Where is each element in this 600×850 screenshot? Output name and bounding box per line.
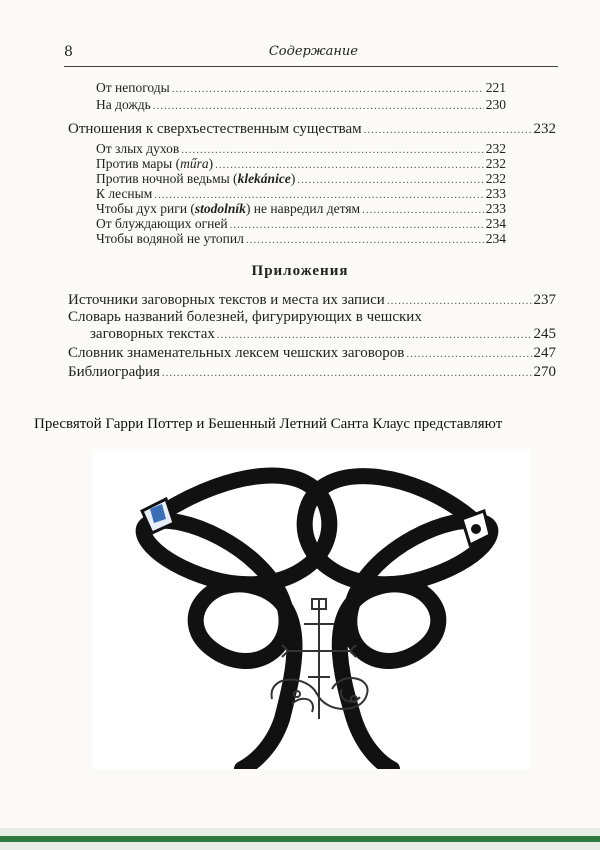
running-title: Содержание: [268, 44, 358, 59]
emblem-image: [92, 449, 530, 769]
toc-section[interactable]: [68, 121, 556, 138]
toc-entry[interactable]: [96, 97, 506, 113]
toc-entry-page: 232: [485, 171, 506, 186]
toc-appendix-entry[interactable]: [68, 364, 556, 381]
toc-entry-title: Против мары (műra): [96, 156, 214, 171]
toc-entry-title: К лесным: [96, 186, 153, 201]
toc-entry-page: 245: [533, 326, 556, 342]
toc-entry-page: 270: [533, 364, 556, 380]
toc-entry[interactable]: [96, 186, 506, 202]
toc-entry-title: Словник знаменательных лексем чешских заговоров: [68, 345, 405, 361]
toc-section-title: Отношения к сверхъестественным существам: [68, 121, 362, 137]
toc-entry-page: 234: [485, 216, 506, 231]
toc-entry-title: заговорных текстах: [90, 326, 215, 342]
presents-line: Пресвятой Гарри Поттер и Бешенный Летний Санта Клаус представляют: [34, 416, 503, 432]
appendix-heading: Приложения: [251, 263, 349, 279]
toc-entry-title: Источники заговорных текстов и места их записи: [68, 292, 385, 308]
toc-entry[interactable]: [96, 80, 506, 96]
toc-entry[interactable]: [96, 141, 506, 157]
toc-entry-page: 233: [485, 186, 506, 201]
toc-entry[interactable]: [96, 156, 506, 172]
toc-section-page: 232: [533, 121, 556, 137]
toc-entry-title: От блуждающих огней: [96, 216, 228, 231]
toc-entry-title: На дождь: [96, 97, 151, 112]
toc-entry-title-line1: Словарь названий болезней, фигурирующих в чешских: [68, 309, 422, 325]
toc-entry-title: От злых духов: [96, 141, 180, 156]
toc-entry-page: 234: [485, 231, 506, 246]
toc-entry[interactable]: [96, 201, 506, 217]
footer-green-stripe: [0, 836, 600, 842]
toc-entry[interactable]: [96, 231, 506, 247]
toc-appendix-entry[interactable]: [90, 326, 556, 343]
toc-entry-title: Чтобы водяной не утопил: [96, 231, 244, 246]
toc-appendix-entry[interactable]: [68, 345, 556, 362]
toc-entry[interactable]: [96, 216, 506, 232]
toc-entry-page: 232: [485, 141, 506, 156]
page-number: 8: [64, 44, 73, 60]
toc-entry-page: 247: [533, 345, 556, 361]
toc-appendix-entry[interactable]: [68, 292, 556, 309]
toc-entry-title: Чтобы дух риги (stodolník) не навредил детям: [96, 201, 361, 216]
toc-entry-page: 221: [485, 80, 506, 95]
page-header: [64, 40, 558, 67]
toc-entry-title: Против ночной ведьмы (klekánice): [96, 171, 296, 186]
toc-entry-title: Библиография: [68, 364, 160, 380]
toc-entry-title: От непогоды: [96, 80, 170, 95]
toc-entry-page: 233: [485, 201, 506, 216]
toc-entry[interactable]: [96, 171, 506, 187]
toc-entry-page: 232: [485, 156, 506, 171]
toc-entry-page: 237: [533, 292, 556, 308]
toc-entry-page: 230: [485, 97, 506, 112]
serpent-cross-emblem-icon: [92, 449, 530, 769]
